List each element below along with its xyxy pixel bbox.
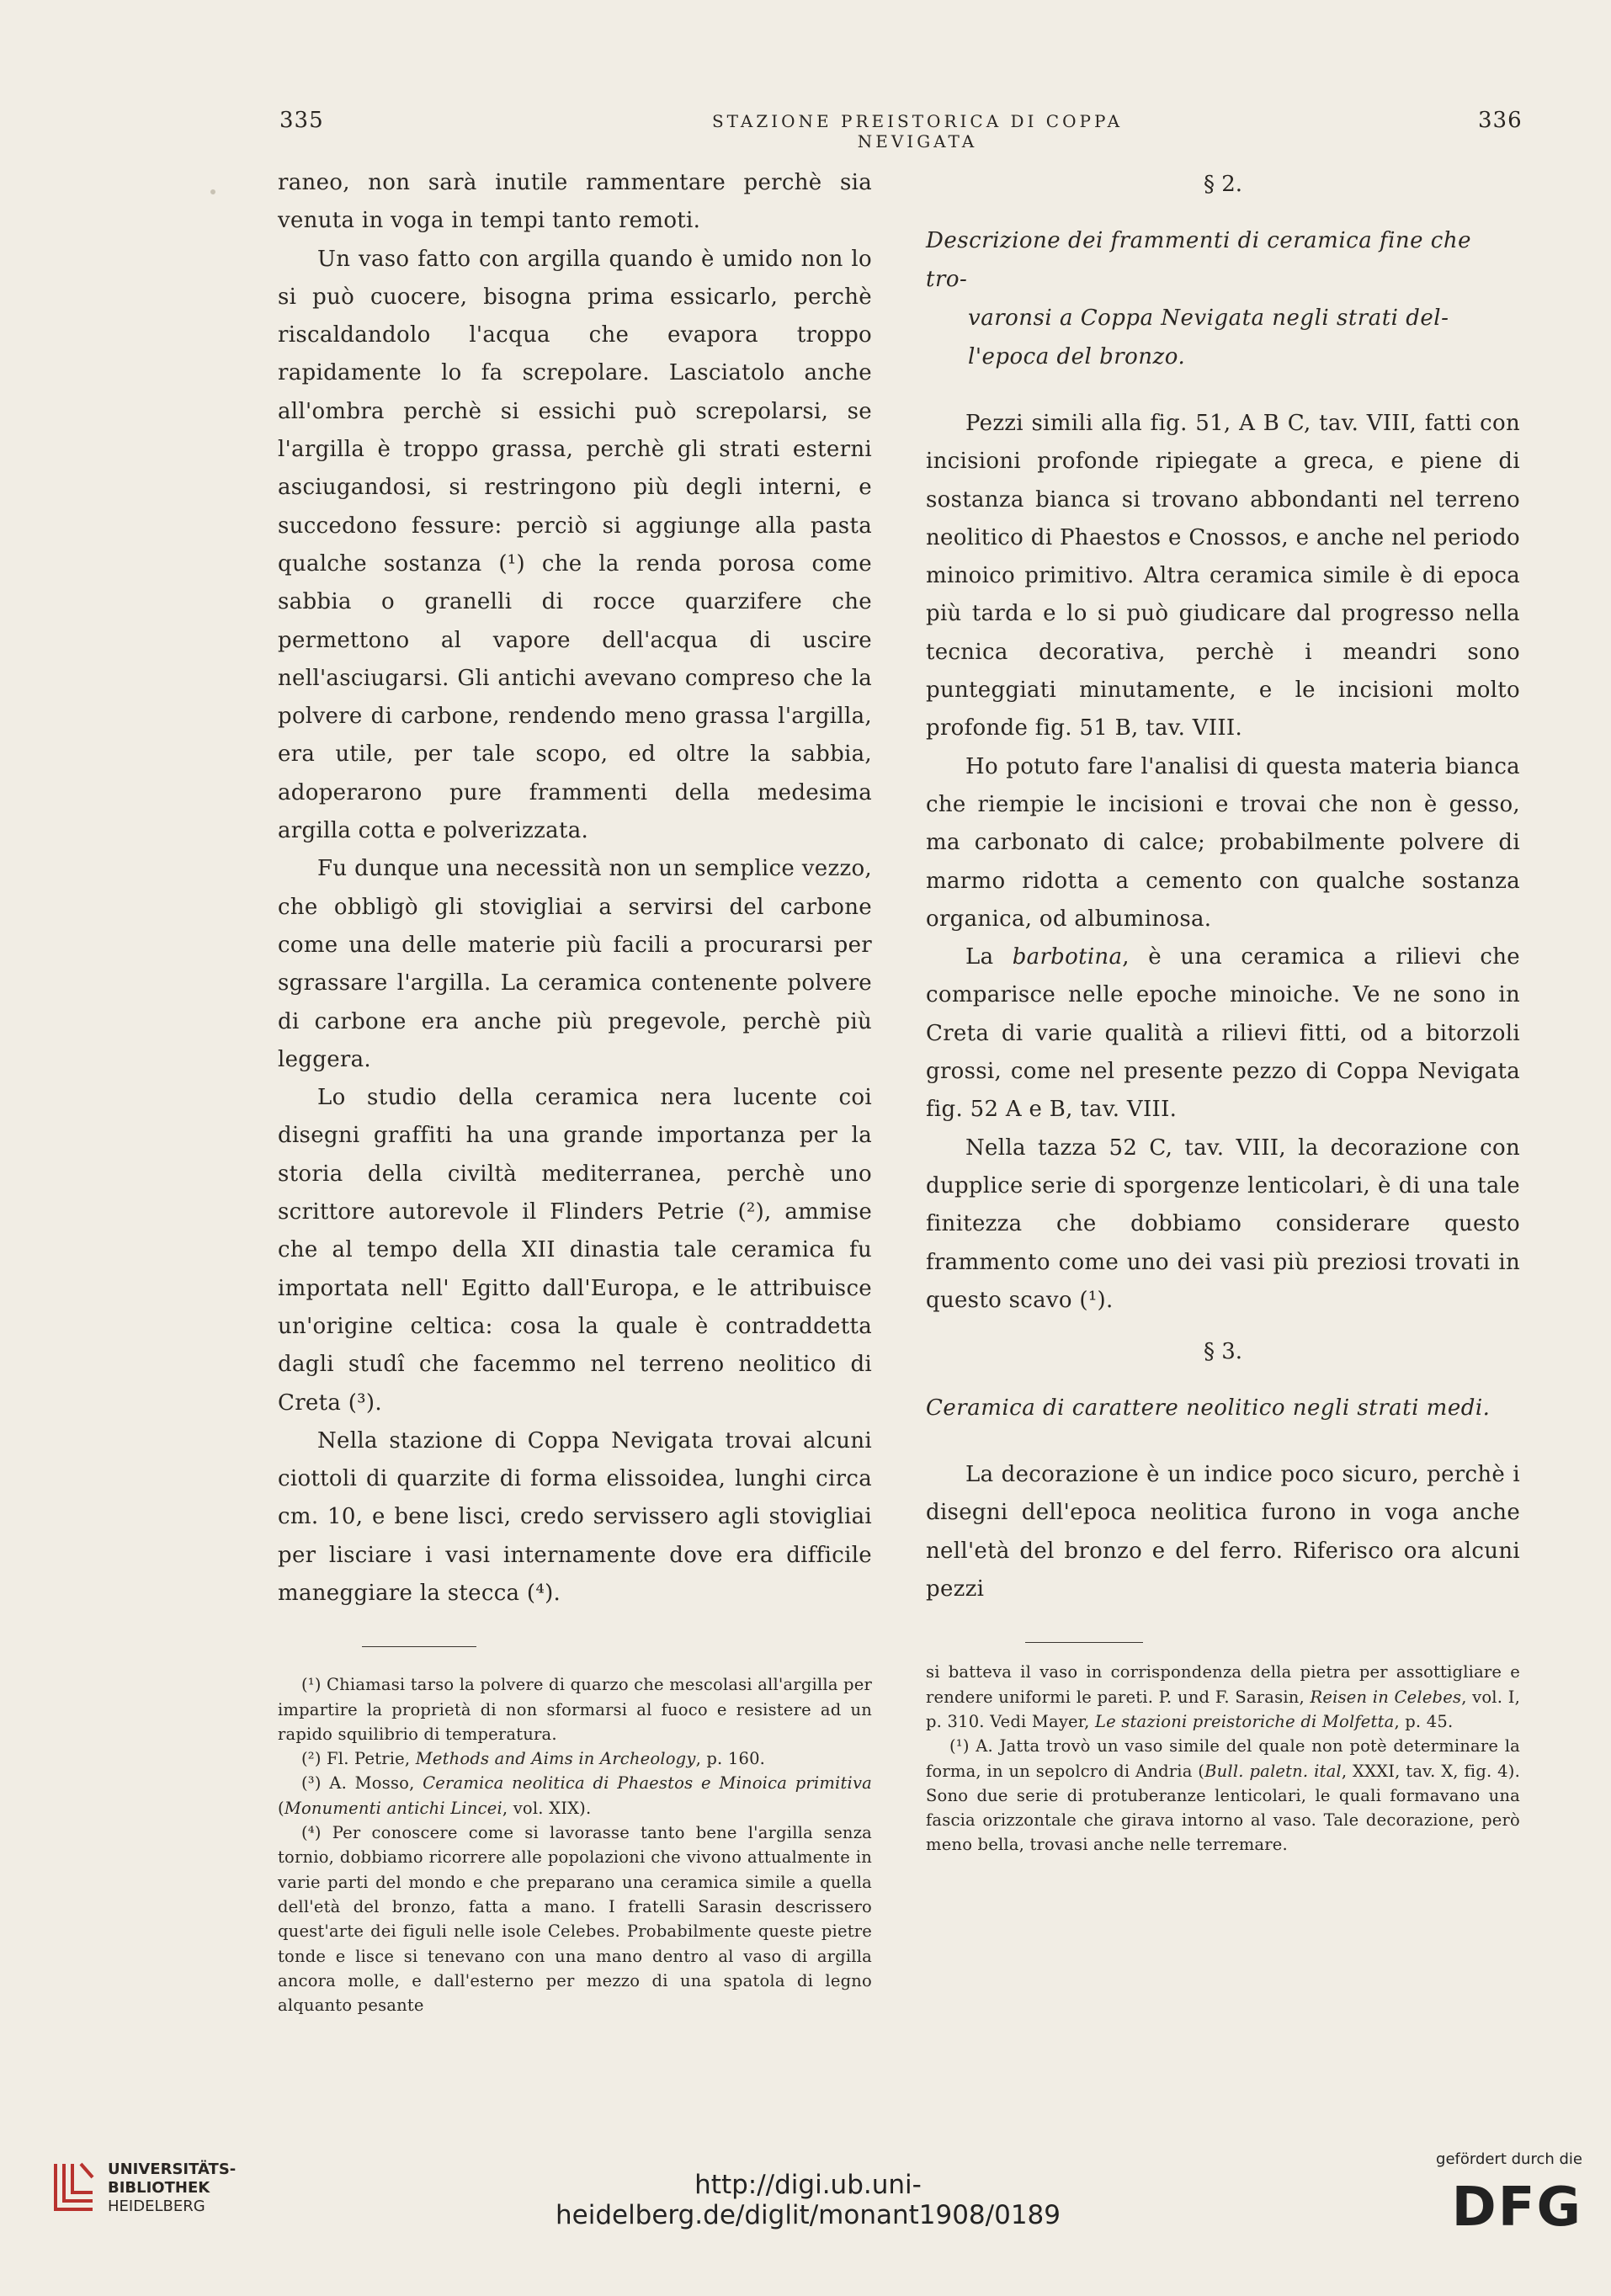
library-emblem-icon	[51, 2159, 98, 2214]
running-title: STAZIONE PREISTORICA DI COPPA NEVIGATA	[711, 111, 1124, 151]
paragraph: La decorazione è un indice poco sicuro, perchè i disegni dell'epoca neolitica furono in voga anche nell'età del bronzo e del ferro. Riferisco ora alcuni pezzi	[926, 1462, 1520, 1602]
funder-logo	[1422, 2150, 1582, 2285]
paragraph: Ho potuto fare l'analisi di questa materia bianca che riempie le incisioni e trovai che non è gesso, ma carbonato di calce; probabilmente polvere di marmo ridotta a cemento con qualche sostanza organica, od albuminosa.	[926, 753, 1520, 932]
section-number: § 3.	[1203, 1339, 1243, 1365]
footnote: (¹) A. Jatta trovò un vaso simile del quale non potè determinare la forma, in un sepolcro di Andria (Bull. paletn. ital, XXXI, tav. X, fig. 4). Sono due serie di protuberanze lenticolari, le quali formavano una fascia orizzontale che girava intorno al vaso. Tale decorazione, però meno bella, trovasi anche nelle terremare.	[926, 1736, 1520, 1855]
left-column	[278, 164, 872, 2017]
footnote-divider	[1025, 1642, 1143, 1643]
footnote: (¹) Chiamasi tarso la polvere di quarzo che mescolasi all'argilla per impartire la proprietà di non sformarsi al fuoco e resistere ad un rapido squilibrio di temperatura.	[278, 1675, 872, 1744]
footnote-divider	[362, 1646, 476, 1647]
paragraph: raneo, non sarà inutile rammentare perchè sia venuta in voga in tempi tanto remoti.	[278, 170, 872, 234]
paragraph: La barbotina, è una ceramica a rilievi che comparisce nelle epoche minoiche. Ve ne sono in Creta di varie qualità a rilievi fitti, od a bitorzoli grossi, come nel presente pezzo di Coppa Nevigata fig. 52 A e B, tav. VIII.	[926, 944, 1520, 1123]
source-url-link[interactable]: http://digi.ub.uni-heidelberg.de/diglit/monant1908/0189	[555, 2170, 1061, 2230]
section-number: § 2.	[1203, 172, 1243, 197]
paragraph: Un vaso fatto con argilla quando è umido non lo si può cuocere, bisogna prima essicarlo, perchè riscaldandolo l'acqua che evapora troppo rapidamente lo fa screpolare. Lasciatolo anche all'ombra perchè si essichi può screpolarsi, se l'argilla è troppo grassa, perchè gli strati esterni asciugandosi, si restringono più degli interni, e succedono fessure: perciò si aggiunge alla pasta qualche sostanza (¹) che la renda porosa come sabbia o granelli di rocce quarzifere che permettono al vapore dell'acqua di uscire nell'asciugarsi. Gli antichi avevano compreso che la polvere di carbone, rendendo meno grassa l'argilla, era utile, per tale scopo, ed oltre la sabbia, adoperarono pure frammenti della medesima argilla cotta e polverizzata.	[278, 246, 872, 844]
footnote-continuation: si batteva il vaso in corrispondenza della pietra per assottigliare e rendere uniformi le pareti. P. und F. Sarasin, Reisen in Celebes, vol. I, p. 310. Vedi Mayer, Le stazioni preistoriche di Molfetta, p. 45.	[926, 1662, 1520, 1731]
footnote: (³) A. Mosso, Ceramica neolitica di Phaestos e Minoica primitiva (Monumenti antichi Lincei, vol. XIX).	[278, 1773, 872, 1818]
margin-mark	[210, 189, 215, 194]
right-column	[926, 164, 1520, 1858]
page-number-left: 335	[279, 108, 324, 133]
funder-label: gefördert durch die	[1436, 2150, 1582, 2168]
paragraph: Pezzi simili alla fig. 51, A B C, tav. VIII, fatti con incisioni profonde ripiegate a greca, e piene di sostanza bianca si trovano abbondanti nel terreno neolitico di Phaestos e Cnossos, e anche nel periodo minoico primitivo. Altra ceramica simile è di epoca più tarda e lo si può giudicare dal progresso nella tecnica decorativa, perchè i meandri sono punteggiati minutamente, e le incisioni molto profonde fig. 51 B, tav. VIII.	[926, 411, 1520, 741]
section-heading: Ceramica di carattere neolitico negli strati medi.	[926, 1395, 1491, 1422]
paragraph: Fu dunque una necessità non un semplice vezzo, che obbligò gli stovigliai a servirsi del carbone come una delle materie più facili a procurarsi per sgrassare l'argilla. La ceramica contenente polvere di carbone era anche più pregevole, perchè più leggera.	[278, 856, 872, 1072]
dfg-logo: DFG	[1451, 2176, 1582, 2239]
running-header	[0, 108, 1611, 151]
section-heading: Descrizione dei frammenti di ceramica fine che tro- varonsi a Coppa Nevigata negli strati del- l'epoca del bronzo.	[926, 228, 1472, 369]
library-logo[interactable]	[51, 2159, 244, 2218]
paragraph: Nella stazione di Coppa Nevigata trovai alcuni ciottoli di quarzite di forma elissoidea, lunghi circa cm. 10, e bene lisci, credo servissero agli stovigliai per lisciare i vasi internamente dove era difficile maneggiare la stecca (⁴).	[278, 1427, 872, 1606]
footnote: (⁴) Per conoscere come si lavorasse tanto bene l'argilla senza tornio, dobbiamo ricorrere alle popolazioni che vivono attualmente in varie parti del mondo e che preparano una ceramica simile a quella dell'età del bronzo, fatta a mano. I fratelli Sarasin descrissero quest'arte dei figuli nelle isole Celebes. Probabilmente queste pietre tonde e lisce si tenevano con una mano dentro al vaso di argilla ancora molle, e dall'esterno per mezzo di una spatola di legno alquanto pesante	[278, 1823, 872, 2016]
paragraph: Nella tazza 52 C, tav. VIII, la decorazione con dupplice serie di sporgenze lenticolari, è di una tale finitezza che dobbiamo considerare questo frammento come uno dei vasi più preziosi trovati in questo scavo (¹).	[926, 1135, 1520, 1313]
library-name: UNIVERSITÄTS- BIBLIOTHEK HEIDELBERG	[108, 2160, 237, 2215]
footnote: (²) Fl. Petrie, Methods and Aims in Archeology, p. 160.	[301, 1749, 766, 1769]
page-number-right: 336	[1478, 108, 1523, 133]
paragraph: Lo studio della ceramica nera lucente coi disegni graffiti ha una grande importanza per la storia della civiltà mediterranea, perchè uno scrittore autorevole il Flinders Petrie (²), ammise che al tempo della XII dinastia tale ceramica fu importata nell' Egitto dall'Europa, e le attribuisce un'origine celtica: cosa la quale è contraddetta dagli studî che facemmo nel terreno neolitico di Creta (³).	[278, 1085, 872, 1416]
